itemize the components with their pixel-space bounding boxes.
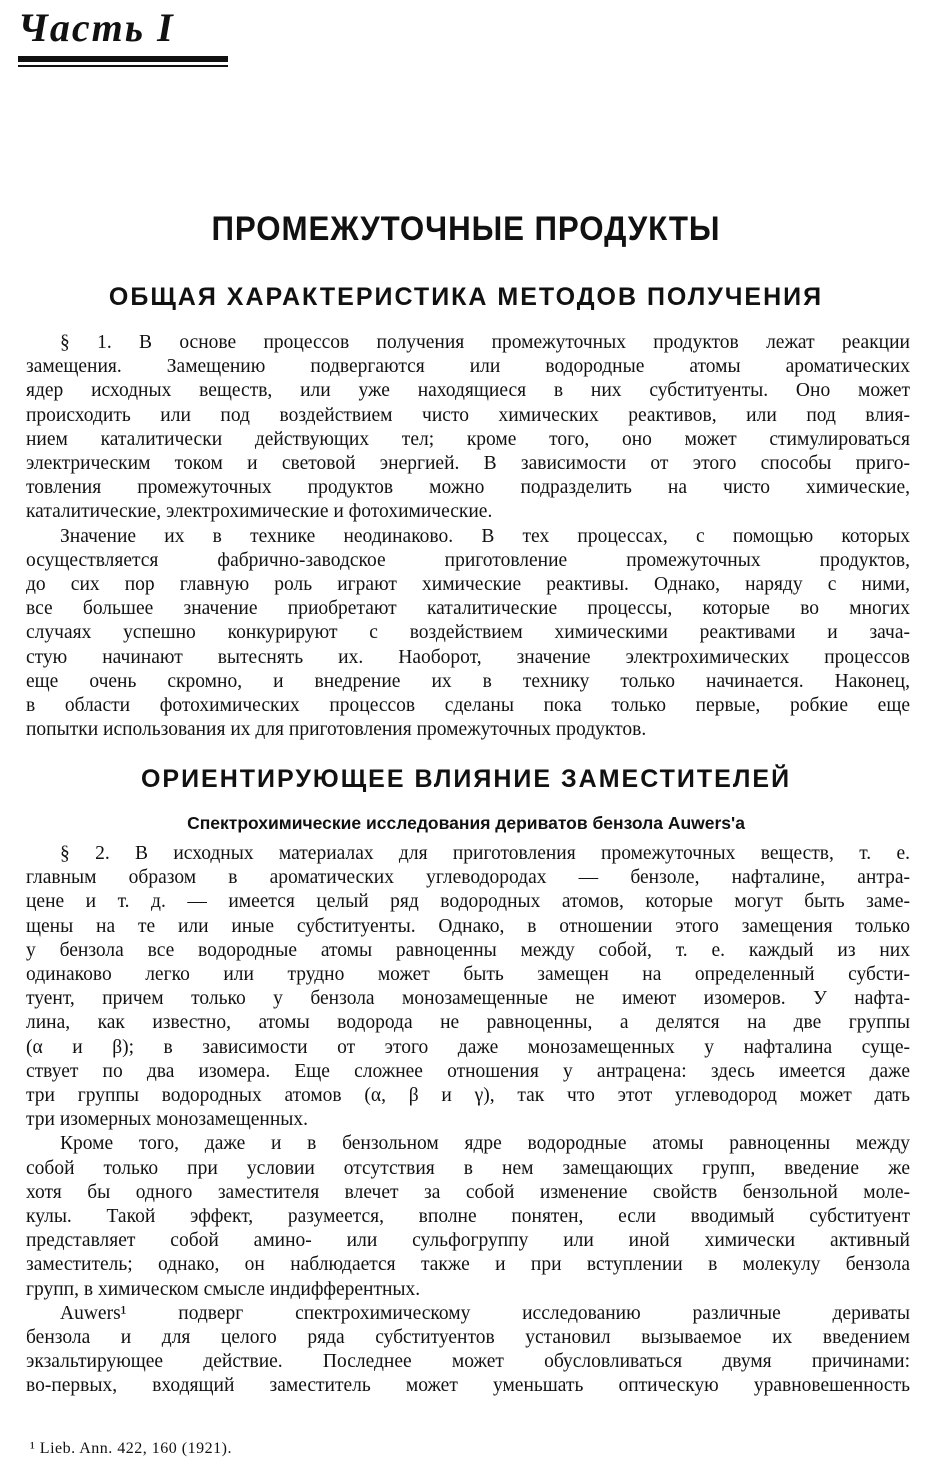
- text-line: одинаково легко или трудно может быть замещен на определенный субсти-: [26, 964, 910, 986]
- text-line: ядер исходных веществ, или уже находящиеся в них субституенты. Оно может: [26, 380, 910, 402]
- text-line: нием каталитически действующих тел; кроме того, оно может стимулироваться: [26, 428, 910, 450]
- section1-heading: ОБЩАЯ ХАРАКТЕРИСТИКА МЕТОДОВ ПОЛУЧЕНИЯ: [108, 283, 824, 311]
- text-line: туент, причем только у бензола монозамещенные не имеют изомеров. У нафта-: [26, 988, 910, 1010]
- text-line: цене и т. д. — имеется целый ряд водородных атомов, которые могут быть заме-: [26, 891, 910, 913]
- page-title: ПРОМЕЖУТОЧНЫЕ ПРОДУКТЫ: [211, 210, 721, 248]
- text-line: происходить или под воздействием чисто химических реактивов, или под влия-: [26, 404, 910, 426]
- text-line: электрическим током и световой энергией. В зависимости от этого способы приго-: [26, 453, 910, 475]
- text-line: каталитические, электрохимические и фотохимические.: [26, 501, 493, 523]
- text-line: случаях успешно конкурируют с воздействием химическими реактивами и зача-: [26, 622, 910, 644]
- text-line: бензола и для целого ряда субституентов установил вызываемое их введением: [26, 1327, 910, 1349]
- section2-text: [26, 842, 910, 1399]
- text-line: до сих пор главную роль играют химические реактивы. Однако, наряду с ними,: [26, 574, 910, 596]
- text-line: Кроме того, даже и в бензольном ядре водородные атомы равноценны между: [60, 1133, 910, 1155]
- text-line: три группы водородных атомов (α, β и γ), так что этот углеводород может дать: [26, 1085, 910, 1107]
- text-line: в области фотохимических процессов сделаны пока только первые, робкие еще: [26, 695, 910, 717]
- text-line: кулы. Такой эффект, разумеется, вполне понятен, если вводимый субституент: [26, 1206, 910, 1228]
- text-line: экзальтирующее действие. Последнее может обусловливаться двумя причинами:: [26, 1351, 910, 1373]
- text-line: заместитель; однако, он наблюдается также и при вступлении в молекулу бензола: [26, 1254, 910, 1276]
- section2-subheading: Спектрохимические исследования дериватов бензола Auwers'a: [187, 813, 745, 833]
- text-line: главным образом в ароматических углеводородах — бензоле, нафталине, антра-: [26, 867, 910, 889]
- text-line: ствует по два изомера. Еще сложнее отношения у антрацена: здесь имеется даже: [26, 1060, 910, 1082]
- text-line: товления промежуточных продуктов можно подразделить на чисто химические,: [26, 477, 910, 499]
- text-line: § 2. В исходных материалах для приготовления промежуточных веществ, т. е.: [60, 843, 910, 864]
- text-line: (α и β); в зависимости от этого даже монозамещенных у нафталина суще-: [26, 1036, 910, 1058]
- text-line: замещения. Замещению подвергаются или водородные атомы ароматических: [26, 356, 910, 378]
- header-rule-thick: [18, 56, 228, 62]
- text-line: еще очень скромно, и внедрение их в технику только начинается. Наконец,: [26, 670, 910, 692]
- text-line: хотя бы одного заместителя влечет за собой изменение свойств бензольной моле-: [26, 1181, 910, 1203]
- part-header: [18, 6, 228, 67]
- text-line: Auwers¹ подверг спектрохимическому исследованию различные дериваты: [60, 1302, 910, 1324]
- text-line: попытки использования их для приготовления промежуточных продуктов.: [26, 719, 647, 741]
- text-line: у бензола все водородные атомы равноценны между собой, т. е. каждый из них: [26, 939, 910, 961]
- text-line: лина, как известно, атомы водорода не равноценны, а делятся на две группы: [26, 1012, 910, 1034]
- text-line: стую начинают вытеснять их. Наоборот, значение электрохимических процессов: [26, 646, 910, 668]
- text-line: осуществляется фабрично-заводское приготовление промежуточных продуктов,: [26, 549, 910, 571]
- text-line: представляет собой амино- или сульфогруппу или иной химически активный: [26, 1230, 910, 1252]
- text-line: собой только при условии отсутствия в нем замещающих групп, введение же: [26, 1157, 910, 1179]
- text-line: групп, в химическом смысле индифферентных.: [26, 1278, 421, 1300]
- text-line: § 1. В основе процессов получения промежуточных продуктов лежат реакции: [60, 332, 910, 353]
- section2-heading: ОРИЕНТИРУЮЩЕЕ ВЛИЯНИЕ ЗАМЕСТИТЕЛЕЙ: [140, 765, 792, 793]
- text-line: щены на те или иные субституенты. Однако, в отношении этого замещения только: [26, 915, 910, 937]
- part-label: Часть I: [18, 5, 175, 50]
- footnote: ¹ Lieb. Ann. 422, 160 (1921).: [30, 1440, 232, 1457]
- text-line: во-первых, входящий заместитель может уменьшать оптическую уравновешенность: [26, 1375, 910, 1397]
- section1-text: [26, 331, 910, 742]
- text-line: все большее значение приобретают каталитические процессы, которые во многих: [26, 598, 910, 620]
- text-line: Значение их в технике неодинаково. В тех процессах, с помощью которых: [60, 525, 910, 547]
- text-line: три изомерных монозамещенных.: [26, 1109, 309, 1131]
- header-rule-thin: [18, 65, 228, 67]
